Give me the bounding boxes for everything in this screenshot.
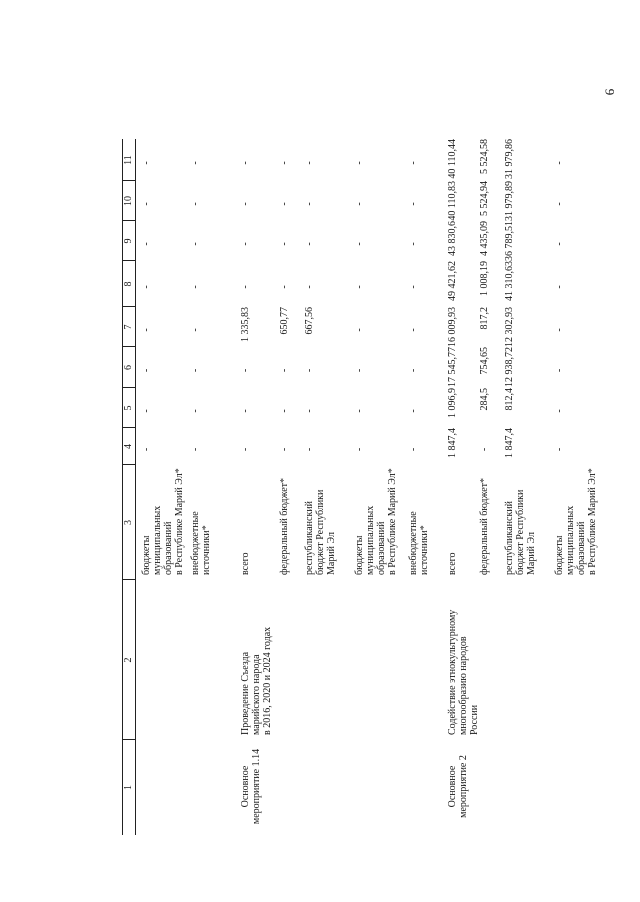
funding-value: 12 302,93 xyxy=(504,307,515,347)
funding-value: 49 421,62 xyxy=(447,261,458,301)
column-header: 2 xyxy=(123,657,134,663)
funding-value: - xyxy=(554,285,565,289)
funding-value: 31 979,89 xyxy=(504,181,515,221)
funding-value: - xyxy=(408,368,419,373)
funding-value: - xyxy=(304,368,315,373)
header-bottom-rule xyxy=(135,139,136,835)
funding-value: - xyxy=(554,447,565,452)
funding-source: федеральный бюджет* xyxy=(279,477,290,575)
funding-value: 5 524,58 xyxy=(479,139,490,174)
column-header: 4 xyxy=(123,444,134,449)
page-number: 9 xyxy=(602,88,618,96)
funding-value: - xyxy=(190,161,201,165)
funding-value: 812,4 xyxy=(504,388,515,411)
funding-source: бюджеты муниципальных образований в Республике Марий Эл* xyxy=(354,468,398,575)
funding-value: 5 524,94 xyxy=(479,181,490,216)
funding-value: 754,65 xyxy=(479,347,490,375)
funding-value: - xyxy=(354,242,365,246)
funding-value: 36 789,51 xyxy=(504,221,515,261)
funding-value: - xyxy=(279,447,290,452)
funding-value: - xyxy=(479,447,490,452)
funding-value: 4 435,09 xyxy=(479,221,490,256)
budget-table xyxy=(122,75,640,835)
funding-value: 650,77 xyxy=(279,307,290,335)
funding-value: - xyxy=(190,202,201,206)
funding-value: - xyxy=(554,328,565,332)
funding-value: 40 110,44 xyxy=(447,139,458,179)
funding-value: 43 830,6 xyxy=(447,221,458,256)
funding-value: 1 847,4 xyxy=(504,428,515,458)
funding-value: 1 847,4 xyxy=(447,428,458,458)
funding-value: - xyxy=(354,285,365,289)
column-header: 7 xyxy=(123,324,134,330)
funding-value: - xyxy=(304,447,315,452)
funding-value: - xyxy=(190,242,201,246)
funding-value: - xyxy=(190,368,201,373)
funding-value: - xyxy=(554,368,565,373)
funding-value: - xyxy=(141,242,152,246)
activity-title: Содействие этнокультурному многообразию народов России xyxy=(447,609,480,735)
column-header: 8 xyxy=(123,281,134,287)
funding-value: - xyxy=(408,328,419,332)
funding-value: - xyxy=(240,285,251,289)
funding-value: 1 096,9 xyxy=(447,388,458,418)
funding-value: 667,56 xyxy=(304,307,315,335)
funding-value: - xyxy=(141,202,152,206)
funding-value: - xyxy=(240,368,251,373)
funding-value: - xyxy=(354,368,365,373)
funding-value: 817,2 xyxy=(479,307,490,330)
funding-value: - xyxy=(408,202,419,206)
funding-value: - xyxy=(279,285,290,289)
funding-source: республиканский бюджет Республики Марий Эл xyxy=(504,489,537,575)
activity-code: Основное мероприятие 1.14 xyxy=(240,748,262,825)
funding-source: бюджеты муниципальных образований в Республике Марий Эл* xyxy=(141,468,185,575)
funding-value: - xyxy=(408,242,419,246)
funding-value: 31 979,86 xyxy=(504,139,515,179)
funding-value: - xyxy=(240,242,251,246)
funding-value: - xyxy=(279,368,290,373)
funding-value: - xyxy=(141,368,152,373)
funding-source: всего xyxy=(447,552,458,575)
column-header: 11 xyxy=(123,155,134,165)
column-header: 3 xyxy=(123,520,134,525)
funding-value: - xyxy=(354,328,365,332)
funding-value: - xyxy=(141,409,152,413)
funding-value: - xyxy=(240,409,251,413)
funding-value: - xyxy=(279,242,290,246)
funding-value: 12 938,72 xyxy=(504,347,515,387)
funding-source: всего xyxy=(240,552,251,575)
funding-source: бюджеты муниципальных образований в Республике Марий Эл* xyxy=(554,468,598,575)
funding-value: - xyxy=(190,447,201,452)
funding-value: - xyxy=(279,409,290,413)
column-header: 1 xyxy=(123,785,134,790)
funding-value: - xyxy=(408,409,419,413)
funding-value: - xyxy=(141,285,152,289)
funding-value: - xyxy=(190,285,201,289)
column-header: 5 xyxy=(123,405,134,411)
column-header: 9 xyxy=(123,238,134,244)
funding-value: - xyxy=(554,161,565,165)
funding-value: - xyxy=(408,447,419,452)
activity-title: Проведение Съезда марийского народа в 2016, 2020 и 2024 годах xyxy=(240,626,273,735)
funding-value: - xyxy=(190,409,201,413)
funding-value: 41 310,63 xyxy=(504,261,515,301)
funding-value: - xyxy=(554,409,565,413)
funding-value: - xyxy=(240,202,251,206)
funding-value: - xyxy=(554,242,565,246)
funding-value: - xyxy=(141,447,152,452)
funding-source: республиканский бюджет Республики Марий Эл xyxy=(304,489,337,575)
funding-value: - xyxy=(304,161,315,165)
funding-value: - xyxy=(354,409,365,413)
funding-value: - xyxy=(240,161,251,165)
funding-value: - xyxy=(190,328,201,332)
funding-value: 16 009,93 xyxy=(447,307,458,347)
funding-value: - xyxy=(354,202,365,206)
funding-value: - xyxy=(354,447,365,452)
funding-source: федеральный бюджет* xyxy=(479,477,490,575)
funding-value: - xyxy=(279,202,290,206)
funding-value: - xyxy=(354,161,365,165)
funding-source: внебюджетные источники* xyxy=(408,511,430,575)
column-header: 6 xyxy=(123,365,134,370)
funding-value: 17 545,77 xyxy=(447,347,458,387)
funding-value: - xyxy=(304,409,315,413)
funding-value: - xyxy=(408,285,419,289)
funding-value: 40 110,83 xyxy=(447,181,458,221)
funding-value: - xyxy=(304,202,315,206)
funding-value: - xyxy=(304,285,315,289)
funding-source: внебюджетные источники* xyxy=(190,511,212,575)
funding-value: - xyxy=(408,161,419,165)
funding-value: - xyxy=(141,328,152,332)
funding-value: 1 335,83 xyxy=(240,307,251,342)
funding-value: 1 008,19 xyxy=(479,261,490,296)
funding-value: - xyxy=(554,202,565,206)
funding-value: - xyxy=(304,242,315,246)
activity-code: Основное мероприятие 2 xyxy=(447,755,469,818)
column-header: 10 xyxy=(123,196,134,206)
funding-value: 284,5 xyxy=(479,388,490,411)
funding-value: - xyxy=(240,447,251,452)
funding-value: - xyxy=(141,161,152,165)
funding-value: - xyxy=(279,161,290,165)
